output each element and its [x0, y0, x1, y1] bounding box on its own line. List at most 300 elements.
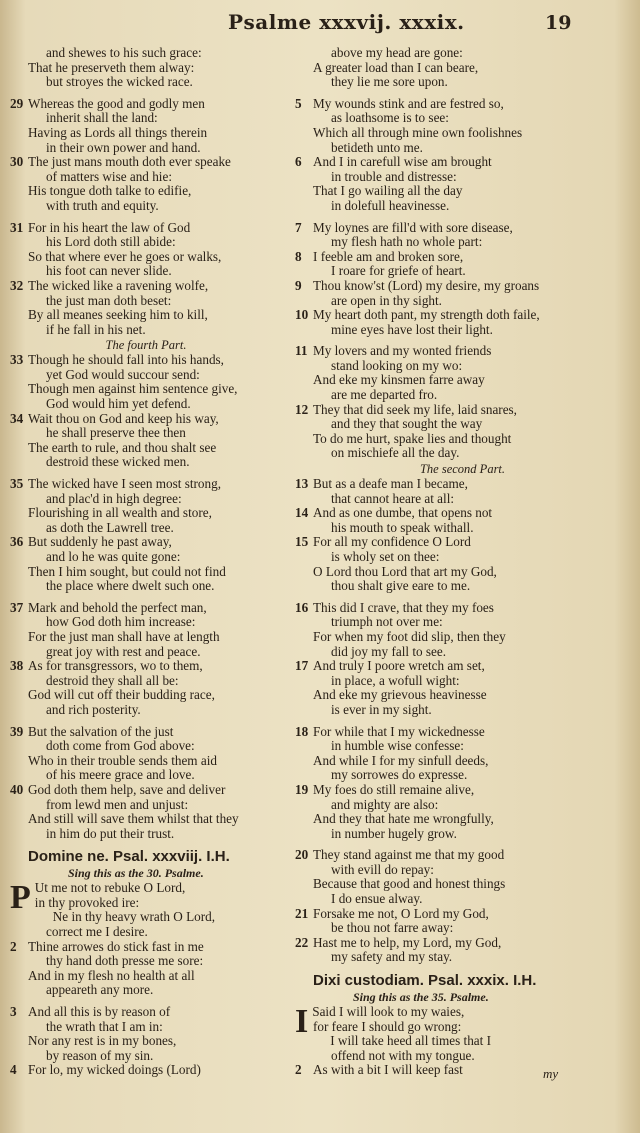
verse-text: I will take heed all times that I	[330, 1033, 491, 1049]
catchword: my	[543, 1066, 559, 1081]
verse-text: on mischiefe all the day.	[331, 445, 460, 461]
verse-line	[10, 397, 282, 412]
verse-line	[10, 535, 282, 550]
verse-line	[10, 768, 282, 783]
verse-text: stand looking on my wo:	[331, 357, 463, 373]
verse-text: and rich posterity.	[46, 701, 141, 717]
verse-line	[10, 674, 282, 689]
verse-text: I do ensue alway.	[331, 891, 423, 907]
verse-text: Having as Lords all things therein	[28, 124, 208, 140]
verse-text: is ever in my sight.	[331, 701, 432, 717]
verse-line	[10, 75, 282, 90]
verse-line	[295, 506, 630, 521]
verse-line	[295, 344, 630, 359]
verse-text: So that where ever he goes or walks,	[28, 248, 222, 264]
verse-block	[295, 221, 630, 338]
verse-number: 6	[295, 154, 302, 170]
verse-line	[10, 925, 282, 940]
verse-text: But the salvation of the just	[28, 723, 174, 739]
verse-text: and shewes to his such grace:	[46, 45, 202, 60]
verse-line	[295, 75, 630, 90]
verse-text: For when my foot did slip, then they	[313, 628, 506, 644]
verse-number: 2	[10, 938, 17, 954]
verse-line	[10, 550, 282, 565]
verse-line	[295, 46, 630, 61]
verse-line	[10, 382, 282, 397]
verse-line	[10, 983, 282, 998]
verse-line	[295, 907, 630, 922]
verse-line	[295, 521, 630, 536]
verse-text: they lie me sore upon.	[331, 74, 448, 90]
verse-text: be thou not farre away:	[331, 920, 454, 936]
verse-line	[10, 279, 282, 294]
verse-text: Nor any rest is in my bones,	[28, 1033, 177, 1049]
verse-line	[295, 754, 630, 769]
verse-text: his Lord doth still abide:	[46, 234, 176, 250]
verse-line	[295, 565, 630, 580]
verse-line	[295, 739, 630, 754]
verse-line	[295, 674, 630, 689]
verse-line	[10, 615, 282, 630]
verse-line	[295, 373, 630, 388]
verse-line	[10, 221, 282, 236]
verse-block	[295, 725, 630, 842]
verse-block	[10, 725, 282, 842]
verse-line	[10, 910, 282, 925]
verse-text: Forsake me not, O Lord my God,	[313, 905, 489, 921]
verse-text: And still will save them whilst that they	[28, 811, 239, 827]
verse-line	[295, 1049, 630, 1064]
verse-number: 2	[295, 1062, 302, 1078]
verse-line	[10, 426, 282, 441]
verse-line	[10, 441, 282, 456]
verse-number: 32	[10, 277, 24, 293]
verse-text: triumph not over me:	[331, 614, 443, 630]
verse-text: But suddenly he past away,	[28, 534, 172, 550]
verse-line	[10, 264, 282, 279]
verse-line	[10, 1034, 282, 1049]
verse-line	[10, 170, 282, 185]
verse-line	[10, 521, 282, 536]
verse-text: in trouble and distresse:	[331, 168, 457, 184]
verse-line	[10, 812, 282, 827]
verse-line	[295, 170, 630, 185]
verse-text: that cannot heare at all:	[331, 490, 455, 506]
verse-line	[295, 1034, 630, 1049]
verse-text: And as one dumbe, that opens not	[313, 505, 493, 521]
verse-line	[295, 279, 630, 294]
verse-line	[10, 954, 282, 969]
verse-text: as doth the Lawrell tree.	[46, 519, 174, 535]
verse-text: destroid they shall all be:	[46, 672, 179, 688]
verse-text: from lewd men and unjust:	[46, 796, 189, 812]
verse-line	[295, 950, 630, 965]
verse-line	[295, 936, 630, 951]
verse-line	[295, 323, 630, 338]
verse-number: 10	[295, 307, 309, 323]
verse-line	[10, 477, 282, 492]
verse-line	[295, 827, 630, 842]
verse-number: 11	[295, 343, 308, 359]
verse-block	[10, 601, 282, 718]
page-number: 19	[545, 12, 572, 34]
verse-number: 31	[10, 219, 24, 235]
verse-line	[295, 294, 630, 309]
verse-line	[10, 659, 282, 674]
page-title: Psalme xxxvij. xxxix.	[228, 10, 465, 34]
verse-text: in dolefull heavinesse.	[331, 197, 450, 213]
verse-line	[10, 126, 282, 141]
verse-block	[10, 1005, 282, 1078]
verse-line	[295, 579, 630, 594]
verse-text: Ne in thy heavy wrath O Lord,	[52, 909, 216, 925]
verse-line	[10, 199, 282, 214]
verse-line	[295, 768, 630, 783]
verse-text: offend not with my tongue.	[331, 1047, 475, 1063]
verse-line	[295, 783, 630, 798]
verse-block	[295, 848, 630, 965]
verse-line	[295, 250, 630, 265]
verse-text: God will cut off their budding race,	[28, 687, 215, 703]
verse-number: 13	[295, 476, 309, 492]
verse-block	[295, 477, 630, 594]
verse-line	[295, 688, 630, 703]
verse-text: are me departed fro.	[331, 387, 438, 403]
verse-text: thou shalt give eare to me.	[331, 578, 471, 594]
verse-text: did joy my fall to see.	[331, 643, 447, 659]
verse-text: if he fall in his net.	[46, 321, 146, 337]
verse-text: Thou know'st (Lord) my desire, my groans	[313, 277, 540, 293]
verse-line	[10, 783, 282, 798]
verse-text: with evill do repay:	[331, 861, 434, 877]
verse-number: 3	[10, 1004, 17, 1020]
verse-line	[10, 368, 282, 383]
verse-text: destroid these wicked men.	[46, 454, 190, 470]
verse-line	[10, 703, 282, 718]
running-header	[0, 10, 640, 36]
verse-text: and lo he was quite gone:	[46, 549, 181, 564]
verse-text: For while that I my wickednesse	[313, 723, 485, 739]
verse-text: Said I will look to my waies,	[312, 1004, 465, 1020]
psalm-heading: Domine ne. Psal. xxxviij. I.H.	[28, 848, 230, 866]
verse-line	[295, 863, 630, 878]
verse-number: 14	[295, 505, 309, 521]
tune-direction: Sing this as the 35. Psalme.	[353, 990, 489, 1005]
verse-text: By all meanes seeking him to kill,	[28, 307, 208, 323]
verse-line	[295, 659, 630, 674]
verse-number: 37	[10, 599, 24, 615]
verse-line	[295, 877, 630, 892]
verse-text: For lo, my wicked doings (Lord)	[28, 1062, 201, 1078]
verse-text: are open in thy sight.	[331, 292, 442, 308]
verse-text: Hast me to help, my Lord, my God,	[313, 934, 502, 950]
verse-number: 18	[295, 723, 309, 739]
verse-line	[10, 492, 282, 507]
verse-text: This did I crave, that they my foes	[313, 599, 494, 615]
verse-text: the place where dwelt such one.	[46, 578, 215, 594]
verse-line	[10, 97, 282, 112]
verse-block	[10, 221, 282, 338]
verse-line	[295, 141, 630, 156]
verse-block	[295, 344, 630, 461]
verse-text: God doth them help, save and deliver	[28, 781, 226, 797]
verse-number: 21	[295, 905, 309, 921]
verse-text: Wait thou on God and keep his way,	[28, 410, 219, 426]
verse-text: And eke my grievous heavinesse	[313, 687, 487, 703]
verse-line	[10, 412, 282, 427]
verse-text: And while I for my sinfull deeds,	[313, 752, 489, 768]
drop-capital: I	[295, 1003, 309, 1041]
verse-number: 12	[295, 401, 309, 417]
verse-line	[10, 1063, 282, 1078]
verse-line	[10, 111, 282, 126]
verse-line	[295, 615, 630, 630]
verse-line	[10, 754, 282, 769]
verse-text: his mouth to speak withall.	[331, 519, 474, 535]
verse-line	[295, 812, 630, 827]
verse-line	[295, 725, 630, 740]
verse-number: 4	[10, 1062, 17, 1078]
verse-number: 22	[295, 934, 309, 950]
verse-text: as loathsome is to see:	[331, 110, 449, 126]
verse-text: Thine arrowes do stick fast in me	[28, 938, 204, 954]
verse-number: 39	[10, 723, 24, 739]
verse-line	[10, 1005, 282, 1020]
verse-line	[295, 111, 630, 126]
verse-text: of his meere grace and love.	[46, 767, 195, 783]
verse-line	[10, 827, 282, 842]
verse-line	[295, 388, 630, 403]
verse-line	[10, 506, 282, 521]
verse-text: And all this is by reason of	[28, 1004, 171, 1020]
verse-line	[10, 61, 282, 76]
verse-block	[10, 477, 282, 594]
tune-direction: Sing this as the 30. Psalme.	[68, 866, 204, 881]
verse-text: correct me I desire.	[46, 924, 148, 940]
verse-line	[295, 417, 630, 432]
verse-line	[295, 848, 630, 863]
verse-block-drop	[295, 1005, 630, 1078]
verse-text: His tongue doth talke to edifie,	[28, 183, 192, 199]
verse-line	[295, 703, 630, 718]
verse-line	[295, 432, 630, 447]
verse-text: My heart doth pant, my strength doth faile,	[313, 307, 540, 323]
verse-line	[10, 881, 282, 896]
verse-line	[10, 688, 282, 703]
verse-text: is wholy set on thee:	[331, 549, 440, 564]
verse-line	[295, 221, 630, 236]
drop-capital: P	[10, 879, 31, 917]
verse-number: 7	[295, 219, 302, 235]
verse-line	[295, 535, 630, 550]
verse-text: in him do put their trust.	[46, 825, 175, 841]
verse-line	[10, 308, 282, 323]
verse-line	[10, 455, 282, 470]
verse-text: But as a deafe man I became,	[313, 476, 468, 492]
verse-line	[10, 645, 282, 660]
verse-text: thy hand doth presse me sore:	[46, 953, 204, 969]
verse-line	[10, 739, 282, 754]
verse-text: my sorrowes do expresse.	[331, 767, 468, 783]
verse-number: 17	[295, 658, 309, 674]
verse-line	[295, 601, 630, 616]
verse-text: the wrath that I am in:	[46, 1018, 163, 1034]
verse-line	[10, 579, 282, 594]
verse-line	[295, 1020, 630, 1035]
verse-text: how God doth him increase:	[46, 614, 196, 630]
verse-line	[295, 403, 630, 418]
verse-text: yet God would succour send:	[46, 366, 200, 382]
verse-line	[295, 235, 630, 250]
verse-line	[10, 798, 282, 813]
verse-line	[10, 630, 282, 645]
verse-number: 38	[10, 658, 24, 674]
verse-number: 5	[295, 95, 302, 111]
verse-text: by reason of my sin.	[46, 1047, 154, 1063]
verse-text: and mighty are also:	[331, 796, 439, 812]
verse-text: in number hugely grow.	[331, 825, 457, 841]
verse-line	[295, 308, 630, 323]
verse-line	[295, 550, 630, 565]
verse-text: As for transgressors, wo to them,	[28, 658, 203, 674]
verse-text: above my head are gone:	[331, 45, 463, 60]
verse-line	[295, 630, 630, 645]
verse-text: My lovers and my wonted friends	[313, 343, 492, 359]
verse-text: Then I him sought, but could not find	[28, 563, 226, 579]
verse-line	[295, 97, 630, 112]
verse-text: My foes do still remaine alive,	[313, 781, 475, 797]
verse-text: inherit shall the land:	[46, 110, 158, 126]
verse-number: 40	[10, 781, 24, 797]
verse-line	[10, 725, 282, 740]
verse-block	[10, 97, 282, 214]
verse-text: They that did seek my life, laid snares,	[313, 401, 517, 417]
verse-text: O Lord thou Lord that art my God,	[313, 563, 497, 579]
verse-text: in thy provoked ire:	[34, 894, 140, 910]
verse-text: The wicked have I seen most strong,	[28, 476, 221, 492]
verse-text: appeareth any more.	[46, 982, 154, 998]
verse-line	[10, 940, 282, 955]
verse-text: but stroyes the wicked race.	[46, 74, 193, 90]
verse-text: he shall preserve thee then	[46, 425, 186, 441]
verse-line	[10, 235, 282, 250]
verse-text: in humble wise confesse:	[331, 738, 464, 754]
verse-line	[10, 353, 282, 368]
verse-number: 15	[295, 534, 309, 550]
verse-text: And in my flesh no health at all	[28, 967, 195, 983]
verse-text: the just man doth beset:	[46, 292, 172, 308]
verse-text: in place, a wofull wight:	[331, 672, 460, 688]
verse-text: and they that sought the way	[331, 416, 483, 432]
verse-text: And truly I poore wretch am set,	[313, 658, 485, 674]
verse-line	[10, 565, 282, 580]
verse-line	[295, 798, 630, 813]
verse-line	[295, 359, 630, 374]
verse-number: 9	[295, 277, 302, 293]
verse-text: Flourishing in all wealth and store,	[28, 505, 212, 521]
verse-line	[10, 294, 282, 309]
verse-line	[295, 1063, 630, 1078]
verse-text: And eke my kinsmen farre away	[313, 372, 485, 388]
verse-line	[295, 61, 630, 76]
verse-text: The earth to rule, and thou shalt see	[28, 439, 217, 455]
verse-text: My wounds stink and are festred so,	[313, 95, 504, 111]
verse-text: doth come from God above:	[46, 738, 195, 754]
verse-line	[10, 1049, 282, 1064]
verse-line	[10, 46, 282, 61]
verse-text: my flesh hath no whole part:	[331, 234, 483, 250]
verse-line	[295, 645, 630, 660]
verse-line	[10, 250, 282, 265]
verse-text: The wicked like a ravening wolfe,	[28, 277, 209, 293]
verse-number: 35	[10, 476, 24, 492]
verse-line	[10, 155, 282, 170]
verse-text: in their own power and hand.	[46, 139, 201, 155]
verse-text: I roare for griefe of heart.	[331, 263, 466, 279]
verse-line	[295, 184, 630, 199]
right-column	[295, 46, 630, 1078]
verse-text: Which all through mine own foolishnes	[313, 124, 523, 140]
verse-line	[10, 969, 282, 984]
verse-text: great joy with rest and peace.	[46, 643, 201, 659]
verse-text: Because that good and honest things	[313, 876, 506, 892]
verse-number: 16	[295, 599, 309, 615]
verse-text: A greater load than I can beare,	[313, 59, 479, 75]
verse-text: That I go wailing all the day	[313, 183, 463, 199]
verse-text: Ut me not to rebuke O Lord,	[34, 880, 186, 896]
verse-number: 30	[10, 154, 24, 170]
verse-line	[295, 1005, 630, 1020]
verse-line	[10, 184, 282, 199]
verse-text: betideth unto me.	[331, 139, 423, 155]
verse-number: 36	[10, 534, 24, 550]
verse-number: 33	[10, 352, 24, 368]
verse-text: Mark and behold the perfect man,	[28, 599, 207, 615]
verse-block-drop	[10, 881, 282, 998]
verse-block	[10, 46, 282, 90]
verse-text: For all my confidence O Lord	[313, 534, 471, 550]
verse-text: I feeble am and broken sore,	[313, 248, 464, 264]
verse-text: and plac'd in high degree:	[46, 490, 182, 506]
verse-text: My loynes are fill'd with sore disease,	[313, 219, 513, 235]
verse-block	[295, 97, 630, 214]
verse-text: Whereas the good and godly men	[28, 95, 205, 111]
part-heading: The fourth Part.	[105, 338, 187, 353]
verse-text: with truth and equity.	[46, 197, 159, 213]
verse-line	[295, 492, 630, 507]
verse-text: Though he should fall into his hands,	[28, 352, 224, 368]
verse-line	[10, 323, 282, 338]
verse-text: his foot can never slide.	[46, 263, 172, 279]
verse-line	[10, 141, 282, 156]
verse-text: my safety and my stay.	[331, 949, 453, 965]
verse-text: To do me hurt, spake lies and thought	[313, 430, 512, 446]
verse-text: mine eyes have lost their light.	[331, 321, 493, 337]
verse-text: That he preserveth them alway:	[28, 59, 195, 75]
verse-line	[10, 601, 282, 616]
verse-line	[10, 896, 282, 911]
verse-line	[295, 446, 630, 461]
verse-block	[10, 353, 282, 470]
verse-block	[295, 46, 630, 90]
left-column	[10, 46, 282, 1078]
verse-text: They stand against me that my good	[313, 847, 505, 863]
verse-line	[295, 921, 630, 936]
verse-text: for feare I should go wrong:	[313, 1018, 462, 1034]
verse-text: Though men against him sentence give,	[28, 381, 238, 397]
verse-line	[295, 264, 630, 279]
verse-number: 8	[295, 248, 302, 264]
